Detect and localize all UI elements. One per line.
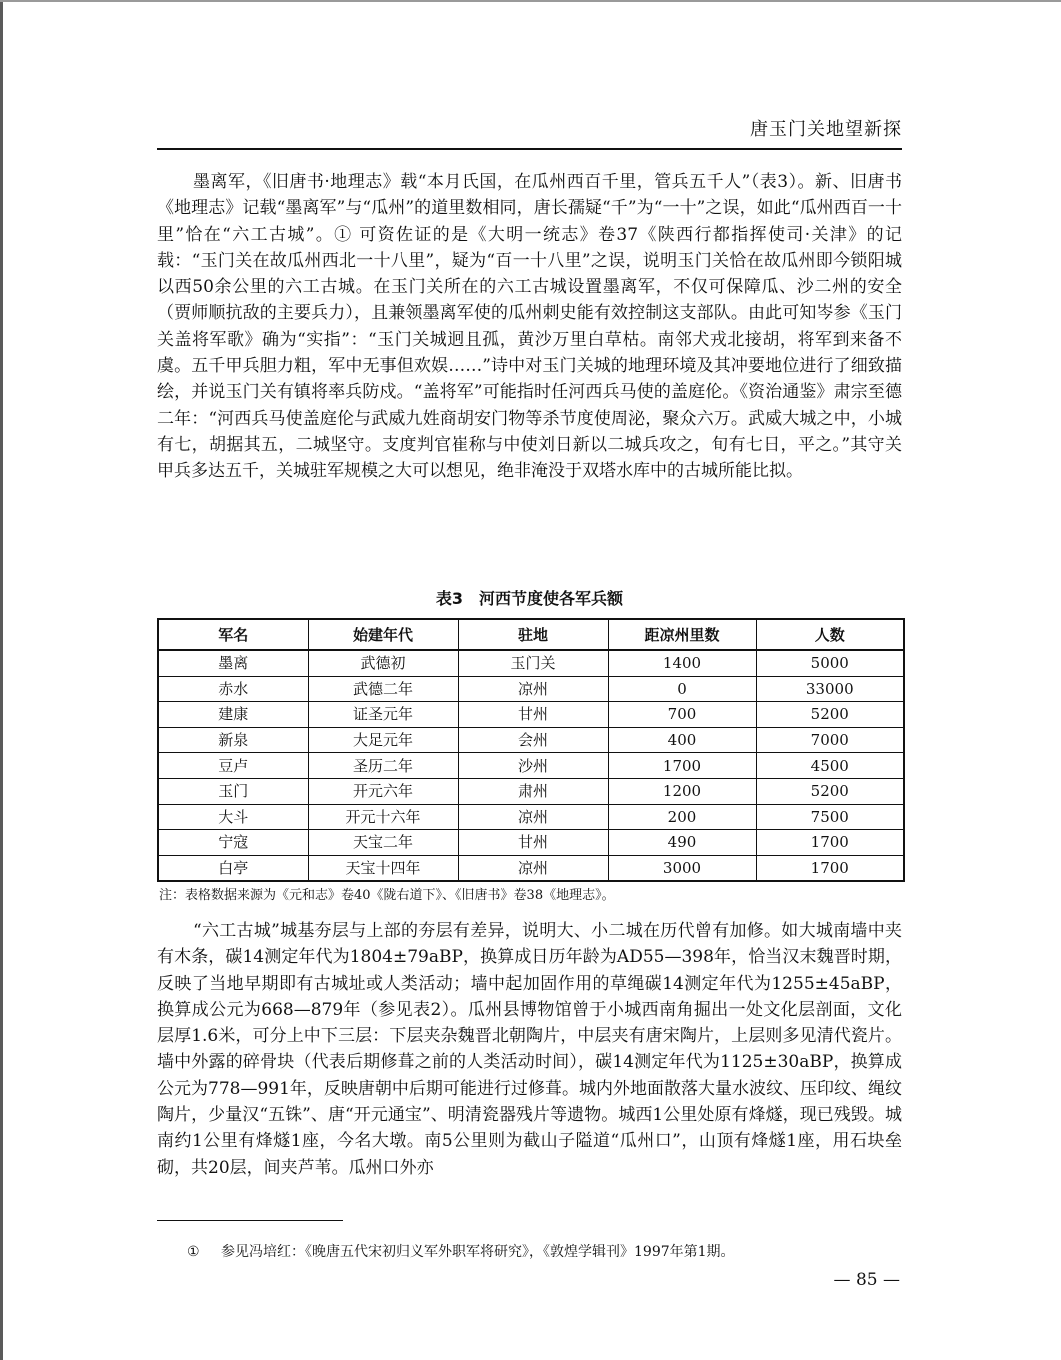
table-cell: 0 [608,676,756,702]
column-header: 始建年代 [308,619,458,650]
body-paragraph-2: “六工古城”城基夯层与上部的夯层有差异，说明大、小二城在历代曾有加修。如大城南墙中夹有木条，碳14测定年代为1804±79aBP，换算成日历年龄为AD55—398年，恰当汉末魏晋时期，反映了当地早期即有古城址或人类活动；墙中起加固作用的草绳碳14测定年代为1255±45aBP，换算成公元为668—879年（参见表2）。瓜州县博物馆曾于小城西南角掘出一处文化层剖面，文化层厚1.6米，可分上中下三层：下层夹杂魏晋北朝陶片，中层夹有唐宋陶片，上层则多见清代瓷片。墙中外露的碎骨块（代表后期修葺之前的人类活动时间），碳14测定年代为1125±30aBP，换算成公元为778—991年，反映唐朝中后期可能进行过修葺。城内外地面散落大量水波纹、压印纹、绳纹陶片，少量汉“五铢”、唐“开元通宝”、明清瓷器残片等遗物。城西1公里处原有烽燧，现已残毁。城南约1公里有烽燧1座，今名大墩。南5公里则为截山子隘道“瓜州口”，山顶有烽燧1座，用石块垒砌，共20层，间夹芦苇。瓜州口外亦 [157,921,902,1178]
table-row [158,650,904,676]
table-cell: 3000 [608,855,756,881]
table-cell: 490 [608,830,756,856]
table-cell: 200 [608,804,756,830]
table-cell: 1400 [608,650,756,676]
table-cell: 玉门关 [458,650,608,676]
table-cell: 新泉 [158,727,308,753]
table-cell: 1700 [756,855,904,881]
table-cell: 凉州 [458,855,608,881]
table-cell: 天宝二年 [308,830,458,856]
page-edge-left [0,0,3,1360]
running-head-title: 唐玉门关地望新探 [750,119,902,140]
table-cell: 1700 [608,753,756,779]
table-cell: 证圣元年 [308,702,458,728]
table-row [158,855,904,881]
table-cell: 武德二年 [308,676,458,702]
table-cell: 沙州 [458,753,608,779]
table-header-row [158,619,904,650]
header-rule [157,148,902,150]
table-cell: 武德初 [308,650,458,676]
table-cell: 5000 [756,650,904,676]
table-cell: 甘州 [458,702,608,728]
table-caption: 表3 河西节度使各军兵额 [435,589,624,608]
table-row [158,702,904,728]
footnote-rule [157,1220,343,1221]
table-cell: 33000 [756,676,904,702]
table-cell: 宁寇 [158,830,308,856]
column-header: 驻地 [458,619,608,650]
table-cell: 大斗 [158,804,308,830]
table-cell: 1700 [756,830,904,856]
army-quota-table [157,618,905,882]
table-cell: 甘州 [458,830,608,856]
page-number: — 85 — [833,1270,900,1290]
column-header: 距凉州里数 [608,619,756,650]
table-row [158,830,904,856]
table-cell: 5200 [756,702,904,728]
table-row [158,727,904,753]
table-cell: 凉州 [458,676,608,702]
table-row [158,676,904,702]
table-cell: 凉州 [458,804,608,830]
table-note: 注：表格数据来源为《元和志》卷40《陇右道下》、《旧唐书》卷38《地理志》。 [159,888,615,903]
table-cell: 开元六年 [308,778,458,804]
footnote [187,1241,735,1263]
footnote-text: 参见冯培红：《晚唐五代宋初归义军外职军将研究》，《敦煌学辑刊》1997年第1期。 [221,1244,735,1260]
table-cell: 1200 [608,778,756,804]
table-cell: 圣历二年 [308,753,458,779]
table-cell: 天宝十四年 [308,855,458,881]
table-cell: 建康 [158,702,308,728]
table-cell: 豆卢 [158,753,308,779]
table-cell: 7000 [756,727,904,753]
table-cell: 5200 [756,778,904,804]
table-cell: 400 [608,727,756,753]
column-header: 人数 [756,619,904,650]
table-cell: 大足元年 [308,727,458,753]
table-row [158,753,904,779]
table-row [158,778,904,804]
page-edge-top [0,0,1061,2]
footnote-mark: ① [187,1244,200,1260]
table-cell: 玉门 [158,778,308,804]
table-cell: 赤水 [158,676,308,702]
column-header: 军名 [158,619,308,650]
table-cell: 肃州 [458,778,608,804]
table-cell: 会州 [458,727,608,753]
table-row [158,804,904,830]
table-cell: 7500 [756,804,904,830]
table-cell: 开元十六年 [308,804,458,830]
table-cell: 白亭 [158,855,308,881]
table-cell: 墨离 [158,650,308,676]
table-cell: 700 [608,702,756,728]
body-paragraph-1: 墨离军，《旧唐书·地理志》载“本月氏国，在瓜州西百千里，管兵五千人”（表3）。新、旧唐书《地理志》记载“墨离军”与“瓜州”的道里数相同，唐长孺疑“千”为“一十”之误，如此“瓜州西百一十里”恰在“六工古城”。① 可资佐证的是《大明一统志》卷37《陕西行都指挥使司·关津》的记载：“玉门关在故瓜州西北一十八里”，疑为“百一十八里”之误，说明玉门关恰在故瓜州即今锁阳城以西50余公里的六工古城。在玉门关所在的六工古城设置墨离军，不仅可保障瓜、沙二州的安全（贾师顺抗敌的主要兵力），且兼领墨离军使的瓜州刺史能有效控制这支部队。由此可知岑参《玉门关盖将军歌》确为“实指”：“玉门关城迥且孤，黄沙万里白草枯。南邻犬戎北接胡，将军到来备不虞。五千甲兵胆力粗，军中无事但欢娱……”诗中对玉门关城的地理环境及其冲要地位进行了细致描绘，并说玉门关有镇将率兵防戍。“盖将军”可能指时任河西兵马使的盖庭伦。《资治通鉴》肃宗至德二年：“河西兵马使盖庭伦与武威九姓商胡安门物等杀节度使周泌，聚众六万。武威大城之中，小城有七，胡据其五，二城坚守。支度判官崔称与中使刘日新以二城兵攻之，旬有七日，平之。”其守关甲兵多达五千，关城驻军规模之大可以想见，绝非淹没于双塔水库中的古城所能比拟。 [157,172,902,482]
table-cell: 4500 [756,753,904,779]
